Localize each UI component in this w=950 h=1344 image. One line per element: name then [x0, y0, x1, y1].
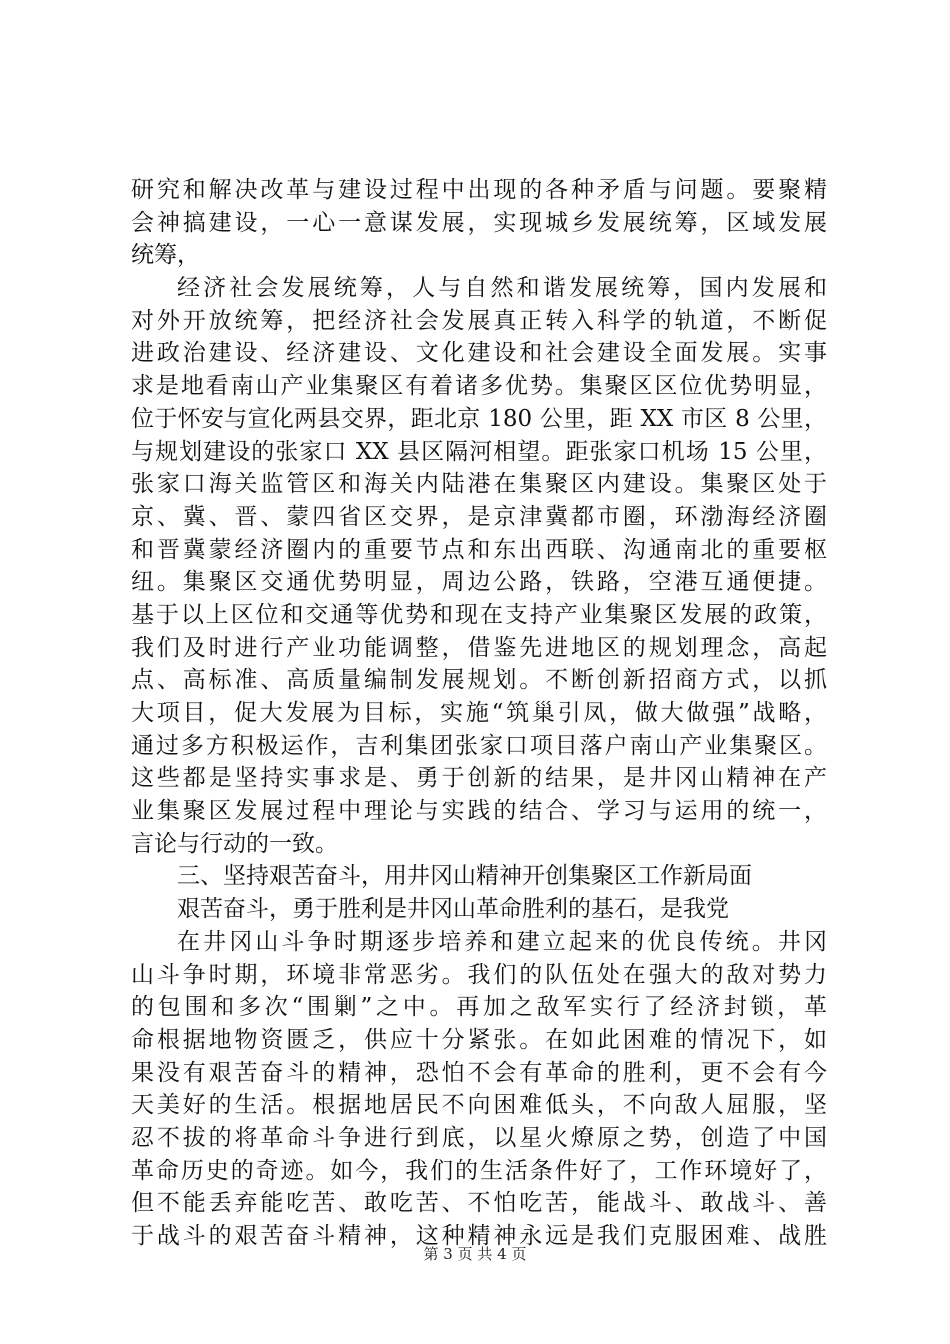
- paragraph-start-line: 在井冈山斗争时期逐步培养和建立起来的优良传统。井冈: [177, 928, 827, 955]
- text-line: 言论与行动的一致。: [131, 830, 338, 857]
- text-line: 的包围和多次“围剿”之中。再加之敌军实行了经济封锁，革: [131, 994, 827, 1021]
- text-line: 但不能丢弃能吃苦、敢吃苦、不怕吃苦，能战斗、敢战斗、善: [131, 1190, 827, 1217]
- text-line: 大项目，促大发展为目标，实施“筑巢引凤，做大做强”战略，: [131, 700, 827, 726]
- text-line: 我们及时进行产业功能调整，借鉴先进地区的规划理念，高起: [131, 634, 827, 661]
- text-line: 研究和解决改革与建设过程中出现的各种矛盾与问题。要聚精: [131, 177, 827, 203]
- document-body: [131, 174, 827, 1253]
- text-line: 忍不拔的将革命斗争进行到底，以星火燎原之势，创造了中国: [131, 1124, 827, 1151]
- paragraph-start-line: 经济社会发展统筹，人与自然和谐发展统筹，国内发展和: [177, 275, 827, 302]
- text-line: 点、高标准、高质量编制发展规划。不断创新招商方式，以抓: [131, 667, 827, 694]
- text-line: 统筹，: [131, 242, 200, 269]
- text-line: 基于以上区位和交通等优势和现在支持产业集聚区发展的政策，: [131, 601, 827, 628]
- text-line: 对外开放统筹，把经济社会发展真正转入科学的轨道，不断促: [131, 307, 827, 334]
- text-line: 天美好的生活。根据地居民不向困难低头，不向敌人屈服，坚: [131, 1092, 827, 1119]
- text-line: 张家口海关监管区和海关内陆港在集聚区内建设。集聚区处于: [131, 471, 827, 498]
- text-line: 京、冀、晋、蒙四省区交界，是京津冀都市圈，环渤海经济圈: [131, 503, 827, 530]
- text-line: 于战斗的艰苦奋斗精神，这种精神永远是我们克服困难、战胜: [131, 1223, 827, 1249]
- text-line: 位于怀安与宣化两县交界，距北京 180 公里，距 XX 市区 8 公里，: [131, 405, 827, 432]
- text-line: 进政治建设、经济建设、文化建设和社会建设全面发展。实事: [131, 340, 827, 367]
- text-line: 和晋冀蒙经济圈内的重要节点和东出西联、沟通南北的重要枢: [131, 536, 827, 563]
- text-line: 业集聚区发展过程中理论与实践的结合、学习与运用的统一，: [131, 798, 827, 825]
- text-line: 求是地看南山产业集聚区有着诸多优势。集聚区区位优势明显，: [131, 373, 827, 400]
- text-line: 革命历史的奇迹。如今，我们的生活条件好了，工作环境好了，: [131, 1157, 827, 1184]
- paragraph-start-line: 艰苦奋斗，勇于胜利是井冈山革命胜利的基石，是我党: [177, 896, 729, 923]
- text-line: 果没有艰苦奋斗的精神，恐怕不会有革命的胜利，更不会有今: [131, 1059, 827, 1086]
- text-line: 这些都是坚持实事求是、勇于创新的结果，是井冈山精神在产: [131, 765, 827, 792]
- text-line: 命根据地物资匮乏，供应十分紧张。在如此困难的情况下，如: [131, 1026, 827, 1053]
- page-number-footer: 第 3 页 共 4 页: [423, 1245, 527, 1263]
- text-line: 与规划建设的张家口 XX 县区隔河相望。距张家口机场 15 公里，: [131, 438, 827, 465]
- text-line: 会神搞建设，一心一意谋发展，实现城乡发展统筹，区域发展: [131, 209, 827, 236]
- text-line: 纽。集聚区交通优势明显，周边公路，铁路，空港互通便捷。: [131, 569, 827, 596]
- section-heading: 三、坚持艰苦奋斗，用井冈山精神开创集聚区工作新局面: [177, 863, 752, 890]
- text-line: 山斗争时期，环境非常恶劣。我们的队伍处在强大的敌对势力: [131, 961, 827, 988]
- text-line: 通过多方积极运作，吉利集团张家口项目落户南山产业集聚区。: [131, 732, 827, 759]
